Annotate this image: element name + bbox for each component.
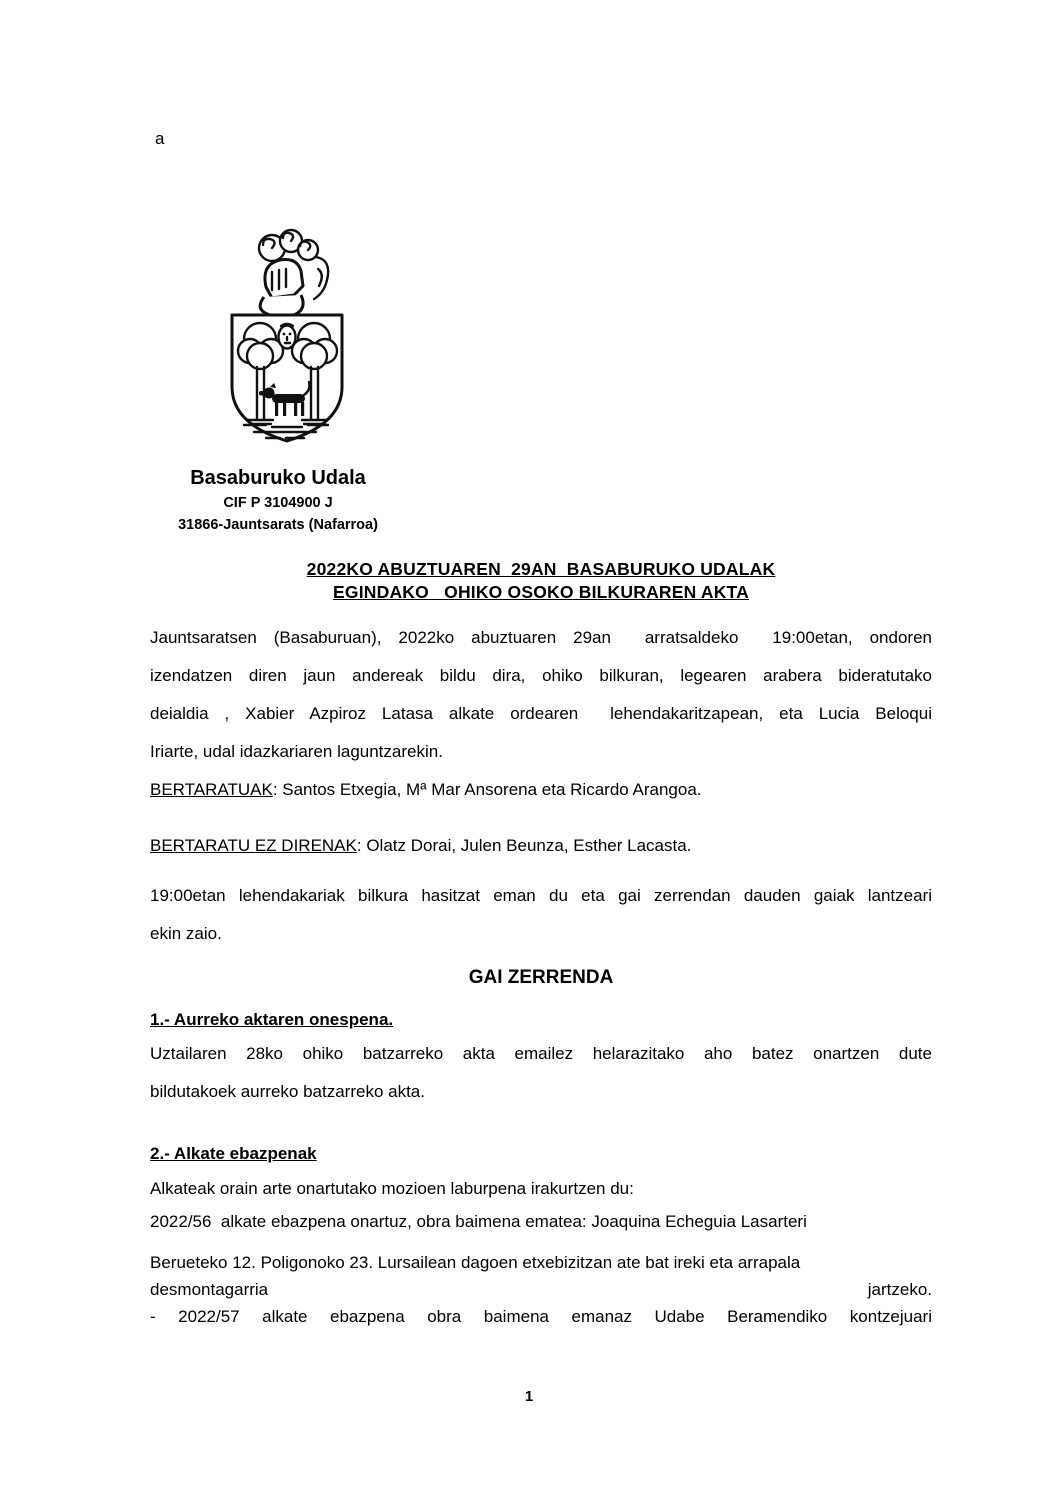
agenda-item-1-heading (150, 1001, 932, 1039)
paragraph-line: Iriarte, udal idazkariaren laguntzarekin. (150, 742, 443, 761)
present-names: : Santos Etxegia, Mª Mar Ansorena eta Ricardo Arangoa. (272, 780, 702, 799)
paragraph-line: bildutakoek aurreko batzarreko akta. (150, 1082, 425, 1101)
gap-right-word: jartzeko. (867, 1280, 932, 1299)
agenda-item-2-intro: Alkateak orain arte onartutako mozioen laburpena irakurtzen du: (150, 1179, 634, 1198)
paragraph-line: Uztailaren 28ko ohiko batzarreko akta emailez helarazitako aho batez onartzen dute (150, 1044, 932, 1063)
absent-label: BERTARATU EZ DIRENAK (150, 836, 357, 855)
agenda-heading: GAI ZERRENDA (468, 967, 614, 988)
paragraph-line: deialdia , Xabier Azpiroz Latasa alkate ordearen lehendakaritzapean, eta Lucia Beloqui (150, 704, 932, 723)
agenda-item-2-heading-text: 2.- Alkate ebazpenak (150, 1144, 317, 1163)
agenda-item-1-heading-text: 1.- Aurreko aktaren onespena. (150, 1010, 394, 1029)
paragraph-line: 19:00etan lehendakariak bilkura hasitzat eman du eta gai zerrendan dauden gaiak lantzeari (150, 886, 932, 905)
page-number: 1 (524, 1388, 534, 1405)
title-line-1: 2022KO ABUZTUAREN 29AN BASABURUKO UDALAK (306, 559, 776, 579)
agenda-item-1-body (150, 1035, 932, 1111)
gap-left-word: desmontagarria (150, 1280, 269, 1299)
org-cif: CIF P 3104900 J (223, 495, 333, 511)
present-label: BERTARATUAK (150, 780, 273, 799)
intro-paragraph (150, 619, 932, 771)
resolution-detail-paragraph (150, 1249, 932, 1330)
absent-names: : Olatz Dorai, Julen Beunza, Esther Lacasta. (356, 836, 692, 855)
resolution-2022-56: 2022/56 alkate ebazpena onartuz, obra baimena ematea: Joaquina Echeguia Lasarteri (150, 1212, 807, 1231)
document-title (150, 558, 932, 604)
paragraph-line: ekin zaio. (150, 924, 222, 943)
municipal-coat-of-arms-icon (224, 227, 350, 449)
resolution-2022-57: - 2022/57 alkate ebazpena obra baimena emanaz Udabe Beramendiko kontzejuari (150, 1307, 932, 1326)
title-line-2: EGINDAKO OHIKO OSOKO BILKURAREN AKTA (333, 582, 749, 602)
org-name: Basaburuko Udala (190, 467, 366, 489)
opening-paragraph (150, 877, 932, 953)
paragraph-line-justified-gap (150, 1276, 932, 1303)
paragraph-line: Jauntsaratsen (Basaburuan), 2022ko abuztuaren 29an arratsaldeko 19:00etan, ondoren (150, 628, 932, 647)
paragraph-line: izendatzen diren jaun andereak bildu dira, ohiko bilkuran, legearen arabera bideratutako (150, 666, 932, 685)
org-block (150, 464, 406, 536)
org-address: 31866-Jauntsarats (Nafarroa) (178, 517, 378, 533)
attendees-present-line (150, 771, 932, 809)
attendees-absent-line (150, 827, 932, 865)
stray-character: a (155, 129, 165, 148)
paragraph-line: Berueteko 12. Poligonoko 23. Lursailean dagoen etxebizitzan ate bat ireki eta arrapala (150, 1253, 801, 1272)
agenda-item-2-heading (150, 1135, 932, 1173)
